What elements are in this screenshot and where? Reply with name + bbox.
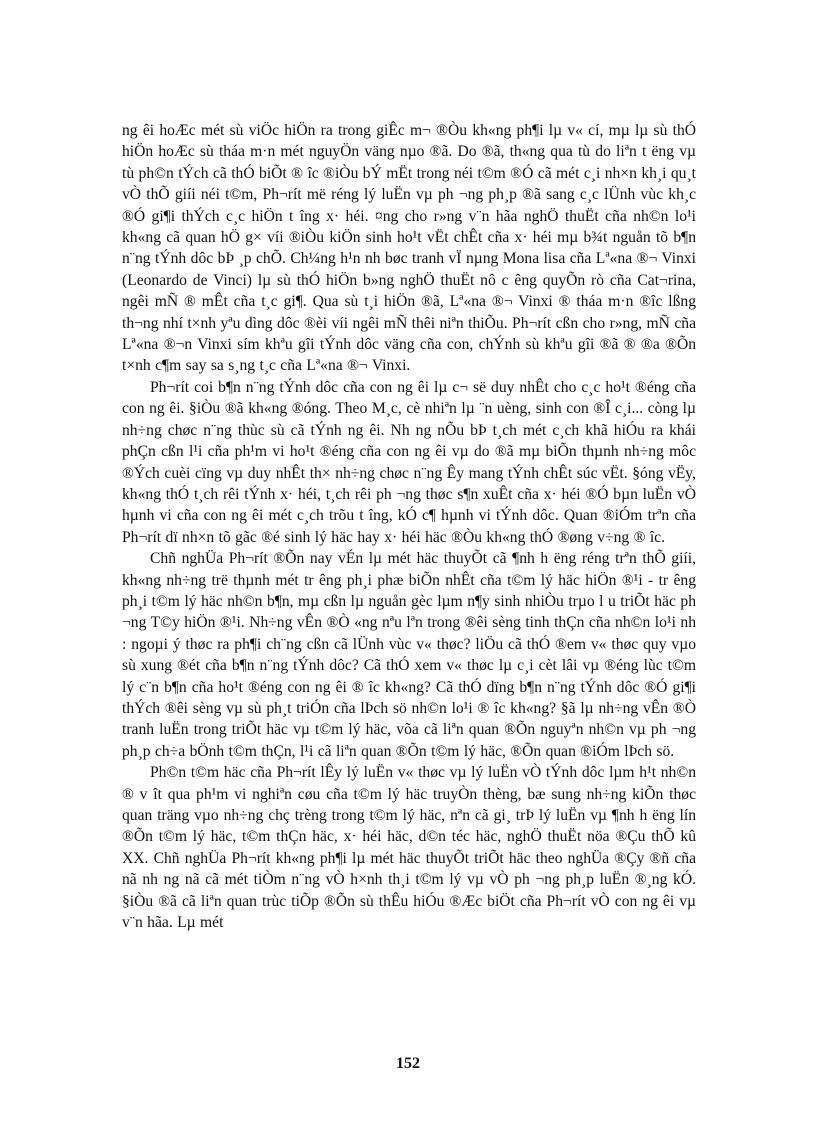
paragraph-4: Ph©n t©m häc cña Ph¬rít lÊy lý luËn v« thøc vµ lý luËn vÒ tÝnh dôc lµm h¹t nh©n ® v ît qua ph¹m vi nghiªn cøu cña t©m lý häc truyÒn thèng, bæ sung nh÷ng kiÕn thøc quan träng vµo nh÷ng chç trèng trong t©m lý häc, nªn cã gi¸ trÞ lý luËn vµ ¶nh h ëng lín ®Õn t©m lý häc, t©m thÇn häc, x· héi häc, d©n téc häc, nghÖ thuËt nöa ®Çu thÕ kû XX. Chñ nghÜa Ph¬rít kh«ng ph¶i lµ mét häc thuyÕt triÕt häc theo nghÜa ®Çy ®ñ cña nã nh ng nã cã mét tiÒm n¨ng vÒ h×nh th¸i t©m lý vµ vÒ ph ¬ng ph¸p luËn ®¸ng kÓ. §iÒu ®ã cã liªn quan trùc tiÕp ®Õn sù thÊu hiÓu ®Æc biÖt cña Ph¬rít vÒ con ng êi vµ v¨n hãa. Lµ mét (122, 764, 696, 932)
paragraph-3: Chñ nghÜa Ph¬rít ®Õn nay vÉn lµ mét häc thuyÕt cã ¶nh h ëng réng trªn thÕ giíi, kh«ng nh÷ng trë thµnh mét tr êng ph¸i phæ biÕn nhÊt cña t©m lý häc hiÖn ®¹i - tr êng ph¸i t©m lý häc nh©n b¶n, mµ cßn lµ nguån gèc lµm n¶y sinh nhiÒu trµo l u triÕt häc ph ¬ng T©y hiÖn ®¹i. Nh÷ng vÊn ®Ò «ng nªu lªn trong ®êi sèng tinh thÇn cña nh©n lo¹i nh : ngoµi ý thøc ra ph¶i ch¨ng cßn cã lÜnh vùc v« thøc? liÖu cã thÓ ®em v« thøc quy vµo sù xung ®ét cña b¶n n¨ng tÝnh dôc? Cã thÓ xem v« thøc lµ c¸i cèt lâi vµ ®éng lùc t©m lý c¨n b¶n cña ho¹t ®éng con ng êi ® îc kh«ng? Cã thÓ dïng b¶n n¨ng tÝnh dôc ®Ó gi¶i thÝch ®êi sèng vµ sù ph¸t triÓn cña lÞch sö nh©n lo¹i ® îc kh«ng? §ã lµ nh÷ng vÊn ®Ò tranh luËn trong triÕt häc vµ t©m lý häc, võa cã liªn quan ®Õn nguyªn nh©n vµ ph ¬ng ph¸p ch÷a bÖnh t©m thÇn, l¹i cã liªn quan ®Õn t©m lý häc, ®Õn quan ®iÓm lÞch sö. (122, 550, 696, 760)
paragraph-2: Ph¬rít coi b¶n n¨ng tÝnh dôc cña con ng êi lµ c¬ së duy nhÊt cho c¸c ho¹t ®éng cña con ng êi. §iÒu ®ã kh«ng ®óng. Theo M¸c, cè nhiªn lµ ¨n uèng, sinh con ®Î c¸i... còng lµ nh÷ng chøc n¨ng thùc sù cã tÝnh ng êi. Nh ng nÕu bÞ t¸ch mét c¸ch khã hiÓu ra khái phÇn cßn l¹i cña ph¹m vi ho¹t ®éng cña con ng êi vµ do ®ã mµ biÕn thµnh nh÷ng môc ®Ých cuèi cïng vµ duy nhÊt th× nh÷ng chøc n¨ng Êy mang tÝnh chÊt súc vËt. §óng vËy, kh«ng thÓ t¸ch rêi tÝnh x· héi, t¸ch rêi ph ¬ng thøc s¶n xuÊt cña x· héi ®Ó bµn luËn vÒ hµnh vi cña con ng êi mét c¸ch trõu t îng, kÓ c¶ hµnh vi tÝnh dôc. Quan ®iÓm trªn cña Ph¬rít dï nh×n tõ gãc ®é sinh lý häc hay x· héi häc ®Òu kh«ng thÓ ®øng v÷ng ® îc. (122, 378, 696, 546)
paragraph-1: ng êi hoÆc mét sù viÖc hiÖn ra trong giÊc m¬ ®Òu kh«ng ph¶i lµ v« cí, mµ lµ sù thÓ hiÖn hoÆc sù tháa m·n mét nguyÖn väng nµo ®ã. Do ®ã, th«ng qua tù do liªn t ëng vµ tù ph©n tÝch cã thÓ biÕt ® îc ®iÒu bÝ mËt trong néi t©m ®Ó cã mét c¸i nh×n kh¸i qu¸t vÒ thÕ giíi néi t©m, Ph¬rít më réng lý luËn vµ ph ¬ng ph¸p ®ã sang c¸c lÜnh vùc kh¸c ®Ó gi¶i thÝch c¸c hiÖn t îng x· héi. ¤ng cho r»ng v¨n hãa nghÖ thuËt cña nh©n lo¹i kh«ng cã quan hÖ g× víi ®iÒu kiÖn sinh ho¹t vËt chÊt cña x· héi mµ b¾t nguån tõ b¶n n¨ng tÝnh dôc bÞ ¸p chÕ. Ch¼ng h¹n nh bøc tranh vÏ nµng Mona lisa cña Lª«na ®¬ Vinxi (Leonardo de Vinci) lµ sù thÓ hiÖn b»ng nghÖ thuËt nô c êng quyÕn rò cña Cat¬rina, ngêi mÑ ® mÊt cña t¸c gi¶. Qua sù t¸i hiÖn ®ã, Lª«na ®¬ Vinxi ® tháa m·n ®îc lßng th¬ng nhí t×nh yªu dìng dôc ®èi víi ngêi mÑ thêi niªn thiÕu. Ph¬rít cßn cho r»ng, mÑ cña Lª«na ®¬n Vinxi sím khªu gîi tÝnh dôc väng cña con, chÝnh sù khªu gîi ®ã ® ®a ®Õn t×nh c¶m say sa s¸ng t¸c cña Lª«na ®¬ Vinxi. (122, 122, 696, 375)
body-text (122, 120, 696, 933)
page-number: 152 (396, 1055, 420, 1072)
